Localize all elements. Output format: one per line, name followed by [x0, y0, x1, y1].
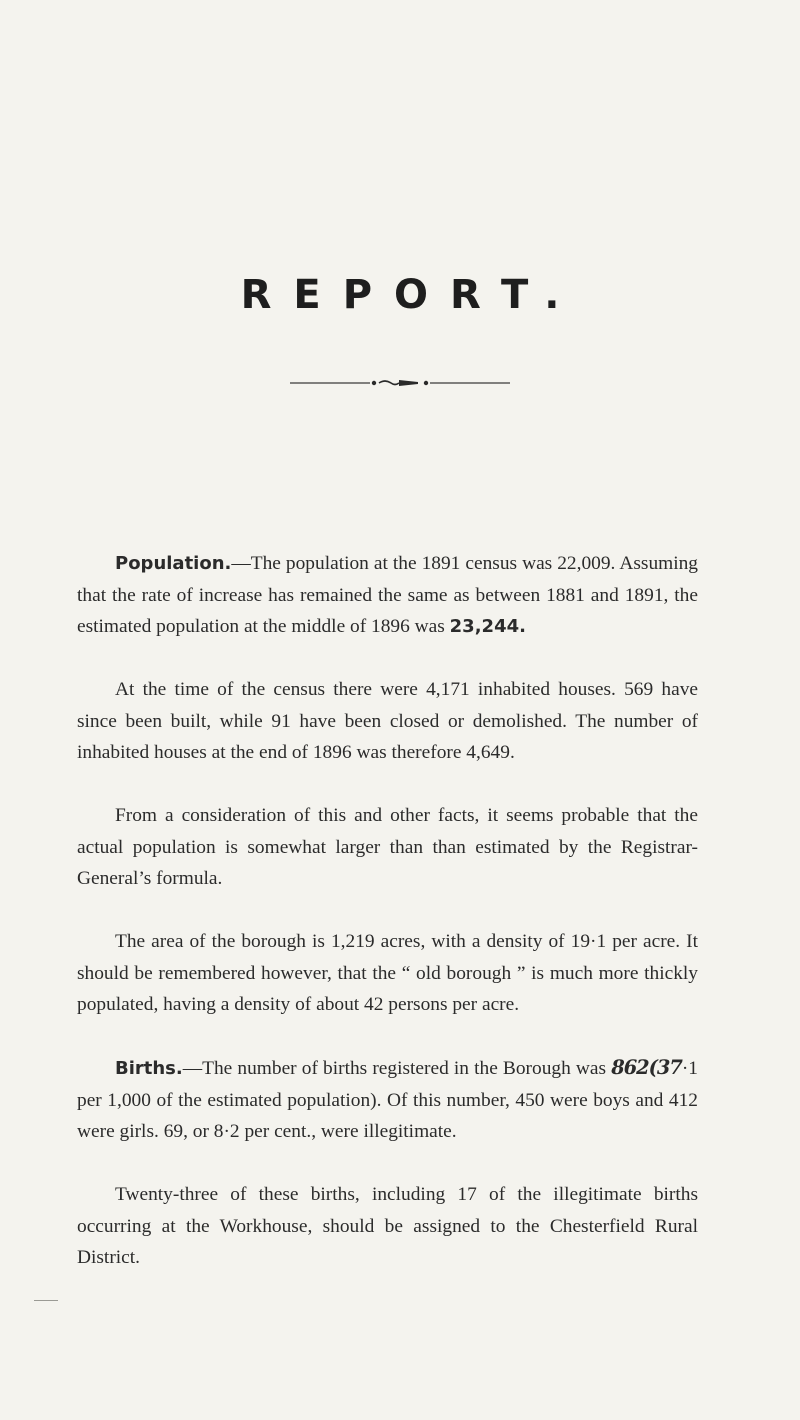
paragraph-births: [77, 1052, 698, 1148]
report-title: REPORT.: [240, 272, 582, 318]
margin-mark: [34, 1300, 58, 1301]
paragraph-area-density: The area of the borough is 1,219 acres, with a density of 19·1 per acre. It should be remembered however, that the “ old borough ” is much more thickly populated, having a density of about 42 persons per acre.: [77, 931, 698, 1015]
births-heading: Births.: [115, 1058, 183, 1079]
births-text: —The number of births registered in the Borough was: [182, 1058, 612, 1079]
paragraph-actual-population: From a consideration of this and other facts, it seems probable that the actual population is somewhat larger than than estimated by the Registrar-General’s formula.: [77, 805, 698, 889]
estimated-population-figure: 23,244.: [449, 616, 526, 637]
paragraph-population: [77, 548, 698, 643]
paragraph-houses: At the time of the census there were 4,171 inhabited houses. 569 have since been built, while 91 have been closed or demolished. The number of inhabited houses at the end of 1896 was therefore 4,649.: [77, 679, 698, 763]
ornamental-rule: [290, 378, 510, 388]
births-rest-text: ·1 per 1,000 of the estimated population). Of this number, 450 were boys and 412 were girls. 69, or 8·2 per cent., were illegitimate.: [77, 1058, 698, 1142]
population-heading: Population.: [115, 553, 232, 574]
births-number-handwritten: 862(37: [611, 1056, 682, 1079]
report-body: [77, 548, 698, 1274]
paragraph-workhouse-births: Twenty-three of these births, including 17 of the illegitimate births occurring at the Workhouse, should be assigned to the Chesterfield Rural District.: [77, 1184, 698, 1268]
population-text: —The population at the 1891 census was 22,009. Assuming that the rate of increase has remained the same as between 1881 and 1891, the estimated population at the middle of 1896 was: [77, 553, 698, 637]
